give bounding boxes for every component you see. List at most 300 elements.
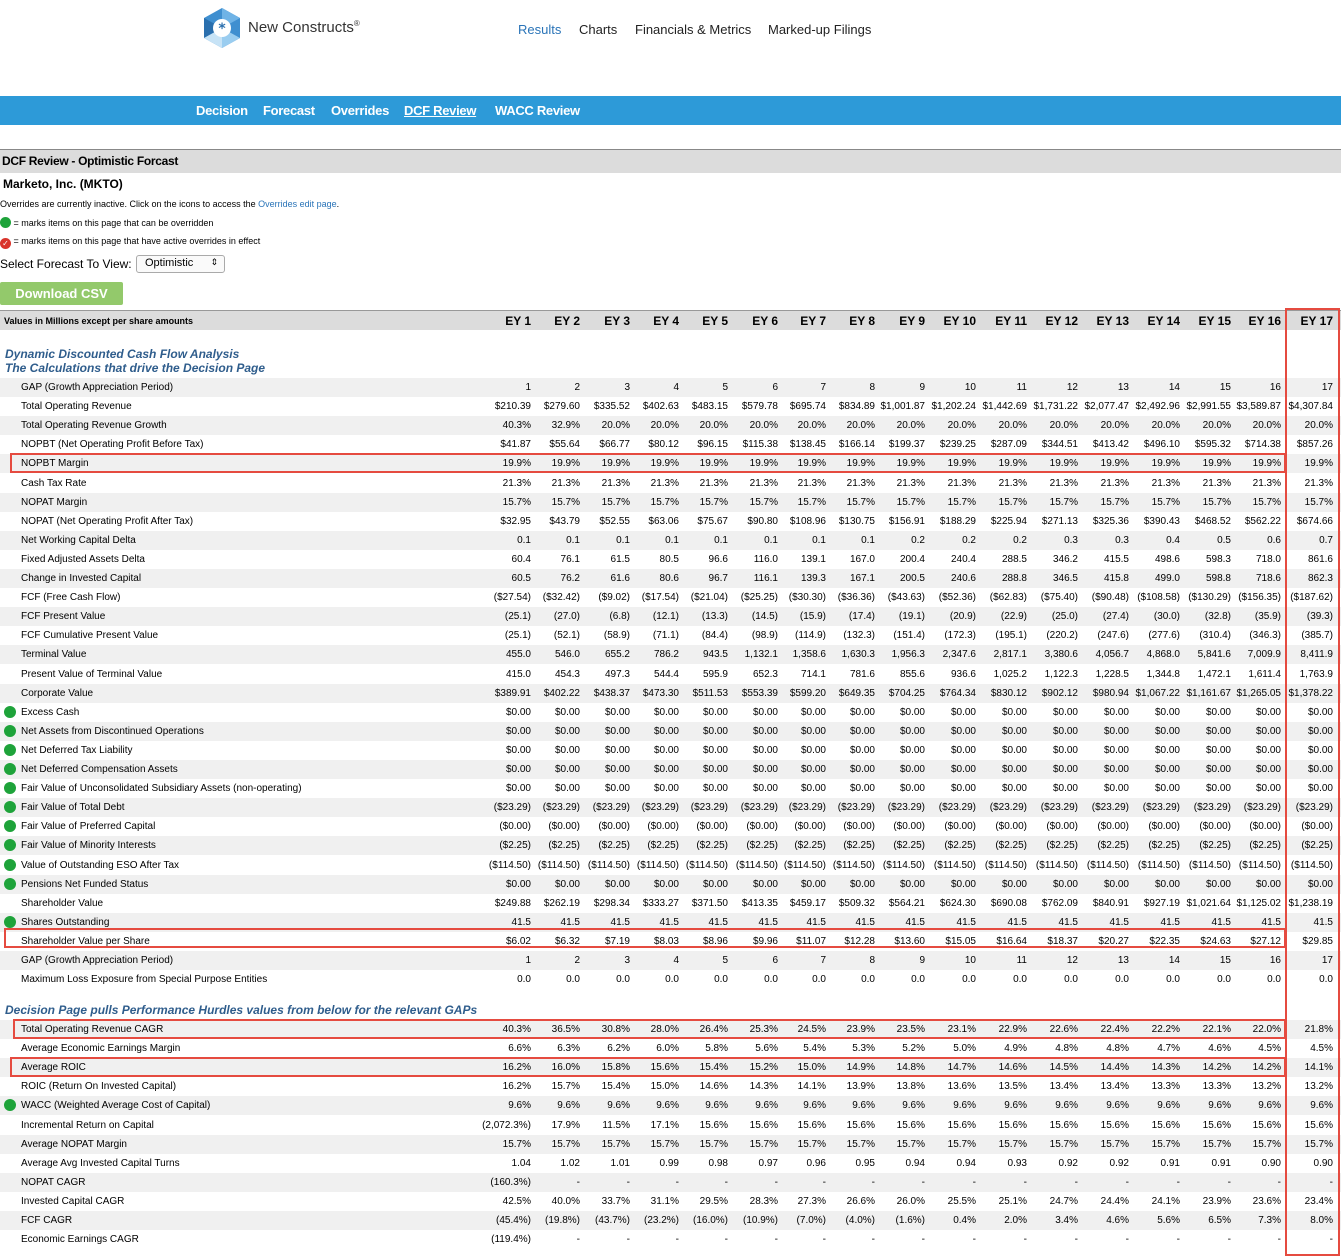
table-cell: 1,025.2 bbox=[993, 668, 1027, 680]
table-cell: $0.00 bbox=[1205, 725, 1231, 737]
table-cell: 26.0% bbox=[896, 1195, 925, 1207]
table-cell: 28.3% bbox=[749, 1195, 778, 1207]
row-label: Shareholder Value bbox=[21, 897, 104, 909]
table-cell: $20.27 bbox=[1098, 935, 1129, 947]
table-cell: $0.00 bbox=[1255, 744, 1281, 756]
nav-results[interactable]: Results bbox=[518, 22, 562, 37]
table-cell: $902.12 bbox=[1041, 687, 1078, 699]
subnav-wacc-review[interactable]: WACC Review bbox=[495, 103, 580, 118]
table-cell: $0.00 bbox=[505, 764, 531, 775]
table-cell: $279.60 bbox=[543, 401, 580, 413]
table-cell: $599.20 bbox=[789, 687, 826, 699]
table-cell: - bbox=[972, 1234, 976, 1246]
column-header-1: EY 1 bbox=[505, 314, 531, 328]
table-cell: $0.00 bbox=[849, 706, 875, 718]
table-cell: $52.55 bbox=[599, 515, 630, 527]
table-cell: $834.89 bbox=[838, 401, 875, 413]
table-cell: $695.74 bbox=[789, 401, 826, 413]
table-row bbox=[0, 397, 1341, 416]
table-cell: ($156.35) bbox=[1238, 592, 1281, 604]
table-cell: 21.3% bbox=[947, 477, 976, 489]
table-cell: 20.0% bbox=[797, 420, 826, 432]
table-cell: 19.9% bbox=[947, 458, 976, 470]
table-cell: $156.91 bbox=[888, 515, 925, 527]
table-cell: $24.63 bbox=[1200, 935, 1231, 947]
table-cell: ($17.54) bbox=[641, 592, 679, 604]
override-green-icon[interactable] bbox=[4, 725, 16, 737]
table-cell: 41.5 bbox=[905, 916, 925, 928]
table-cell: 1,763.9 bbox=[1299, 668, 1333, 680]
table-cell: (310.4) bbox=[1199, 630, 1231, 642]
table-cell: 9.6% bbox=[1157, 1100, 1180, 1112]
table-cell: - bbox=[1176, 1176, 1180, 1188]
table-cell: ($23.29) bbox=[542, 802, 580, 814]
table-cell: 19.9% bbox=[797, 458, 826, 470]
table-cell: $0.00 bbox=[800, 706, 826, 718]
table-cell: 19.9% bbox=[1049, 458, 1078, 470]
table-cell: 0.0 bbox=[1115, 974, 1129, 986]
table-cell: $690.08 bbox=[990, 897, 1027, 909]
table-cell: ($21.04) bbox=[690, 592, 728, 604]
table-cell: 14.3% bbox=[749, 1081, 778, 1093]
column-header-6: EY 6 bbox=[752, 314, 778, 328]
table-cell: ($25.25) bbox=[740, 592, 778, 604]
table-cell: - bbox=[1329, 1234, 1333, 1246]
table-cell: $0.00 bbox=[702, 764, 728, 775]
table-cell: $0.00 bbox=[950, 783, 976, 795]
table-cell: 0.91 bbox=[1211, 1157, 1231, 1169]
table-cell: $0.00 bbox=[1307, 764, 1333, 775]
table-row bbox=[0, 722, 1341, 741]
table-cell: $0.00 bbox=[752, 744, 778, 756]
table-cell: - bbox=[1277, 1234, 1281, 1246]
table-cell: ($0.00) bbox=[1148, 821, 1180, 833]
table-cell: 2 bbox=[574, 955, 580, 966]
table-cell: $0.00 bbox=[800, 783, 826, 795]
table-cell: 21.3% bbox=[1304, 477, 1333, 489]
table-cell: $66.77 bbox=[599, 439, 630, 451]
table-cell: 415.5 bbox=[1103, 553, 1129, 565]
table-cell: $0.00 bbox=[653, 744, 679, 756]
table-cell: - bbox=[675, 1176, 679, 1188]
table-cell: $0.00 bbox=[1052, 878, 1078, 890]
table-cell: $371.50 bbox=[691, 897, 728, 909]
table-cell: 2,347.6 bbox=[942, 649, 976, 661]
table-row bbox=[0, 951, 1341, 970]
table-cell: $15.05 bbox=[945, 935, 976, 947]
table-cell: 0.4 bbox=[1166, 534, 1180, 546]
table-cell: 19.9% bbox=[601, 458, 630, 470]
table-cell: 15.6% bbox=[749, 1119, 778, 1131]
subnav-overrides[interactable]: Overrides bbox=[331, 103, 390, 118]
table-cell: $0.00 bbox=[604, 744, 630, 756]
table-row bbox=[0, 435, 1341, 454]
row-label: Net Deferred Compensation Assets bbox=[21, 764, 178, 775]
override-green-icon[interactable] bbox=[4, 744, 16, 756]
table-row bbox=[0, 1192, 1341, 1211]
table-cell: $0.00 bbox=[849, 878, 875, 890]
table-row bbox=[0, 569, 1341, 588]
table-cell: 19.9% bbox=[1100, 458, 1129, 470]
table-cell: 41.5 bbox=[1007, 916, 1027, 928]
override-green-icon[interactable] bbox=[4, 1099, 16, 1111]
override-green-icon[interactable] bbox=[4, 820, 16, 832]
table-cell: (27.4) bbox=[1102, 611, 1129, 623]
table-cell: - bbox=[1023, 1234, 1027, 1246]
row-label: Cash Tax Rate bbox=[21, 477, 87, 489]
table-cell: 15.7% bbox=[1202, 1138, 1231, 1150]
table-cell: $96.15 bbox=[697, 439, 728, 451]
table-cell: $6.32 bbox=[554, 935, 580, 947]
table-row bbox=[0, 607, 1341, 626]
table-cell: 0.0 bbox=[861, 974, 875, 986]
table-cell: 15.7% bbox=[1100, 496, 1129, 508]
table-cell: 41.5 bbox=[659, 916, 679, 928]
overrides-inactive-note: Overrides are currently inactive. Click on the icons to access the Overrides edit page. bbox=[0, 199, 340, 209]
new-constructs-logo-icon[interactable] bbox=[200, 6, 244, 50]
table-cell: 9.6% bbox=[1004, 1100, 1027, 1112]
table-cell: 786.2 bbox=[653, 649, 679, 661]
override-available-icon bbox=[0, 217, 11, 228]
table-header bbox=[0, 310, 1341, 330]
table-cell: ($2.25) bbox=[1301, 840, 1333, 852]
table-cell: 20.0% bbox=[896, 420, 925, 432]
table-cell: 32.9% bbox=[551, 420, 580, 432]
table-cell: 139.1 bbox=[800, 553, 826, 565]
table-cell: 15.6% bbox=[650, 1062, 679, 1074]
nav-charts[interactable]: Charts bbox=[579, 22, 618, 37]
table-cell: $980.94 bbox=[1092, 687, 1129, 699]
table-cell: $830.12 bbox=[990, 687, 1027, 699]
table-cell: $0.00 bbox=[1052, 706, 1078, 718]
table-cell: 9 bbox=[919, 955, 925, 966]
table-cell: $2,492.96 bbox=[1135, 401, 1180, 413]
table-cell: 15.7% bbox=[846, 1138, 875, 1150]
table-cell: 20.0% bbox=[1202, 420, 1231, 432]
table-cell: ($0.00) bbox=[1301, 821, 1333, 833]
column-header-10: EY 10 bbox=[943, 314, 976, 328]
table-cell: (385.7) bbox=[1301, 630, 1333, 642]
updown-arrows-icon: ⇕ bbox=[210, 257, 218, 267]
override-green-icon[interactable] bbox=[4, 801, 16, 813]
table-cell: 41.5 bbox=[511, 916, 531, 928]
table-cell: 15.7% bbox=[650, 1138, 679, 1150]
table-cell: 15 bbox=[1219, 955, 1231, 966]
table-cell: $0.00 bbox=[1103, 725, 1129, 737]
table-cell: $0.00 bbox=[1052, 783, 1078, 795]
table-cell: 1,132.1 bbox=[744, 649, 778, 661]
table-cell: $438.37 bbox=[593, 687, 630, 699]
table-cell: ($23.29) bbox=[592, 802, 630, 814]
table-cell: 0.0 bbox=[1166, 974, 1180, 986]
table-cell: (172.3) bbox=[944, 630, 976, 642]
green-legend: = marks items on this page that can be overridden bbox=[0, 217, 213, 228]
table-cell: - bbox=[724, 1176, 728, 1188]
table-cell: $0.00 bbox=[752, 725, 778, 737]
table-cell: $6.02 bbox=[505, 935, 531, 947]
table-cell: 6.0% bbox=[656, 1043, 679, 1055]
table-cell: 1,122.3 bbox=[1044, 668, 1078, 680]
table-cell: - bbox=[774, 1176, 778, 1188]
subnav-decision[interactable]: Decision bbox=[196, 103, 248, 118]
table-cell: 22.0% bbox=[1252, 1024, 1281, 1035]
table-cell: 41.5 bbox=[1160, 916, 1180, 928]
table-cell: 15.7% bbox=[551, 1138, 580, 1150]
table-cell: ($130.29) bbox=[1188, 592, 1231, 604]
table-cell: 652.3 bbox=[752, 668, 778, 680]
table-cell: 8.0% bbox=[1310, 1215, 1333, 1226]
table-cell: 16.2% bbox=[502, 1062, 531, 1074]
table-cell: 19.9% bbox=[749, 458, 778, 470]
table-cell: $1,378.22 bbox=[1288, 687, 1333, 699]
table-cell: 0.90 bbox=[1313, 1157, 1333, 1169]
table-cell: 13.3% bbox=[1151, 1081, 1180, 1093]
table-cell: 0.3 bbox=[1064, 534, 1078, 546]
override-green-icon[interactable] bbox=[4, 916, 16, 928]
table-cell: (114.9) bbox=[795, 630, 826, 642]
table-cell: 41.5 bbox=[855, 916, 875, 928]
table-row bbox=[0, 665, 1341, 684]
table-cell: ($187.62) bbox=[1290, 592, 1333, 604]
row-label: Value of Outstanding ESO After Tax bbox=[21, 859, 180, 871]
forecast-select[interactable]: Optimistic ⇕ bbox=[136, 255, 225, 273]
table-cell: $764.34 bbox=[939, 687, 976, 699]
table-cell: - bbox=[1176, 1234, 1180, 1246]
nav-marked-up-filings[interactable]: Marked-up Filings bbox=[768, 22, 872, 37]
svg-text:*: * bbox=[218, 21, 226, 37]
table-cell: $0.00 bbox=[752, 783, 778, 795]
table-cell: $0.00 bbox=[849, 783, 875, 795]
table-cell: $130.75 bbox=[838, 515, 875, 527]
table-cell: 28.0% bbox=[650, 1024, 679, 1035]
brand-name: New Constructs® bbox=[248, 19, 360, 36]
table-cell: 0.2 bbox=[1013, 534, 1027, 546]
table-cell: 15.7% bbox=[551, 496, 580, 508]
table-cell: 5 bbox=[722, 955, 728, 966]
table-cell: $1,021.64 bbox=[1186, 897, 1231, 909]
table-cell: 0.94 bbox=[956, 1157, 976, 1169]
overrides-edit-link[interactable]: Overrides edit page bbox=[258, 199, 337, 209]
table-cell: 61.6 bbox=[610, 573, 630, 584]
row-label: Total Operating Revenue CAGR bbox=[21, 1024, 164, 1035]
table-cell: - bbox=[822, 1176, 826, 1188]
table-cell: ($0.00) bbox=[893, 821, 925, 833]
table-cell: 36.5% bbox=[551, 1024, 580, 1035]
table-cell: $199.37 bbox=[888, 439, 925, 451]
table-row bbox=[0, 474, 1341, 493]
table-cell: 0.0 bbox=[962, 974, 976, 986]
table-cell: 0.0 bbox=[1217, 974, 1231, 986]
row-label: Average NOPAT Margin bbox=[21, 1138, 127, 1150]
table-cell: $22.35 bbox=[1149, 935, 1180, 947]
table-cell: 22.2% bbox=[1151, 1024, 1180, 1035]
table-cell: 9.6% bbox=[656, 1100, 679, 1112]
table-cell: 4.8% bbox=[1106, 1043, 1129, 1055]
table-cell: $511.53 bbox=[692, 687, 728, 699]
table-cell: 5.0% bbox=[953, 1043, 976, 1055]
table-cell: ($2.25) bbox=[647, 840, 679, 852]
table-cell: (277.6) bbox=[1148, 630, 1180, 642]
table-cell: $0.00 bbox=[800, 878, 826, 890]
table-cell: 0.0 bbox=[616, 974, 630, 986]
table-cell: $468.52 bbox=[1194, 515, 1231, 527]
table-cell: $1,265.05 bbox=[1236, 687, 1281, 699]
table-cell: $0.00 bbox=[653, 706, 679, 718]
table-cell: 14 bbox=[1168, 382, 1180, 393]
override-green-icon[interactable] bbox=[4, 839, 16, 851]
table-cell: 288.8 bbox=[1001, 573, 1027, 584]
table-cell: $0.00 bbox=[554, 783, 580, 795]
override-green-icon[interactable] bbox=[4, 859, 16, 871]
table-cell: 15.6% bbox=[896, 1119, 925, 1131]
table-cell: 13 bbox=[1117, 382, 1129, 393]
table-cell: 240.6 bbox=[950, 573, 976, 584]
table-cell: 41.5 bbox=[1261, 916, 1281, 928]
table-cell: $1,001.87 bbox=[880, 401, 925, 413]
table-cell: 4.8% bbox=[1055, 1043, 1078, 1055]
table-cell: 1,358.6 bbox=[792, 649, 826, 661]
table-cell: $649.35 bbox=[838, 687, 875, 699]
table-cell: (346.3) bbox=[1249, 630, 1281, 642]
table-cell: (23.2%) bbox=[643, 1215, 679, 1226]
table-cell: $857.26 bbox=[1296, 439, 1333, 451]
table-cell: 943.5 bbox=[702, 649, 728, 661]
table-cell: $0.00 bbox=[1001, 764, 1027, 775]
table-cell: $0.00 bbox=[1052, 725, 1078, 737]
table-cell: 6.6% bbox=[508, 1043, 531, 1055]
table-cell: $0.00 bbox=[1001, 878, 1027, 890]
table-cell: (14.5) bbox=[751, 611, 778, 623]
table-cell: ($2.25) bbox=[1249, 840, 1281, 852]
table-cell: 21.3% bbox=[1100, 477, 1129, 489]
table-cell: $0.00 bbox=[653, 783, 679, 795]
table-cell: ($2.25) bbox=[893, 840, 925, 852]
table-cell: 15.0% bbox=[650, 1081, 679, 1093]
table-cell: 15.7% bbox=[1151, 496, 1180, 508]
table-cell: 9.6% bbox=[1208, 1100, 1231, 1112]
table-cell: 21.3% bbox=[749, 477, 778, 489]
override-green-icon[interactable] bbox=[4, 878, 16, 890]
table-cell: $0.00 bbox=[702, 706, 728, 718]
table-cell: ($114.50) bbox=[636, 859, 679, 871]
table-cell: 0.0 bbox=[1064, 974, 1078, 986]
nav-financials-metrics[interactable]: Financials & Metrics bbox=[635, 22, 752, 37]
table-cell: $225.94 bbox=[990, 515, 1027, 527]
override-green-icon[interactable] bbox=[4, 782, 16, 794]
table-cell: ($2.25) bbox=[499, 840, 531, 852]
table-cell: ($23.29) bbox=[493, 802, 531, 814]
table-cell: $0.00 bbox=[1255, 783, 1281, 795]
table-cell: 0.1 bbox=[665, 534, 679, 546]
table-cell: 15.4% bbox=[601, 1081, 630, 1093]
table-cell: 0.1 bbox=[861, 534, 875, 546]
table-cell: 718.6 bbox=[1255, 573, 1281, 584]
table-cell: $335.52 bbox=[593, 401, 630, 413]
table-cell: 0.0 bbox=[1319, 974, 1333, 986]
table-cell: ($90.48) bbox=[1091, 592, 1129, 604]
override-green-icon[interactable] bbox=[4, 706, 16, 718]
row-label: Excess Cash bbox=[21, 706, 80, 718]
table-cell: 21.3% bbox=[551, 477, 580, 489]
table-cell: $0.00 bbox=[702, 878, 728, 890]
table-cell: 0.0 bbox=[812, 974, 826, 986]
table-row bbox=[0, 741, 1341, 760]
table-cell: 21.3% bbox=[1049, 477, 1078, 489]
table-cell: $0.00 bbox=[849, 744, 875, 756]
table-cell: $2,991.55 bbox=[1186, 401, 1231, 413]
row-label: Fixed Adjusted Assets Delta bbox=[21, 553, 145, 565]
table-cell: $0.00 bbox=[1103, 878, 1129, 890]
table-cell: 20.0% bbox=[749, 420, 778, 432]
table-cell: 21.3% bbox=[1151, 477, 1180, 489]
table-cell: ($0.00) bbox=[1097, 821, 1129, 833]
download-csv-button[interactable]: Download CSV bbox=[0, 282, 123, 305]
table-cell: 0.0 bbox=[517, 974, 531, 986]
table-cell: 21.3% bbox=[699, 477, 728, 489]
table-cell: (58.9) bbox=[603, 630, 630, 642]
table-cell: $210.39 bbox=[494, 401, 531, 413]
table-cell: 9.6% bbox=[1258, 1100, 1281, 1112]
override-green-icon[interactable] bbox=[4, 763, 16, 775]
table-cell: 23.6% bbox=[1252, 1195, 1281, 1207]
table-cell: ($0.00) bbox=[944, 821, 976, 833]
table-cell: $18.37 bbox=[1047, 935, 1078, 947]
table-cell: 25.1% bbox=[998, 1195, 1027, 1207]
subnav-forecast[interactable]: Forecast bbox=[263, 103, 315, 118]
table-cell: ($62.83) bbox=[989, 592, 1027, 604]
table-cell: $0.00 bbox=[1307, 706, 1333, 718]
table-cell: 15.7% bbox=[749, 1138, 778, 1150]
table-cell: 9.6% bbox=[508, 1100, 531, 1112]
table-cell: ($23.29) bbox=[641, 802, 679, 814]
table-cell: 19.9% bbox=[1151, 458, 1180, 470]
override-active-icon: ✓ bbox=[0, 238, 11, 249]
table-cell: 1,472.1 bbox=[1197, 668, 1231, 680]
table-cell: 23.9% bbox=[1202, 1195, 1231, 1207]
table-cell: ($114.50) bbox=[537, 859, 580, 871]
table-cell: 20.0% bbox=[1151, 420, 1180, 432]
table-cell: (6.8) bbox=[609, 611, 630, 623]
table-cell: 41.5 bbox=[1211, 916, 1231, 928]
table-cell: ($30.30) bbox=[788, 592, 826, 604]
table-cell: 40.0% bbox=[551, 1195, 580, 1207]
table-cell: 0.91 bbox=[1160, 1157, 1180, 1169]
table-row bbox=[0, 1230, 1341, 1249]
table-cell: 6.2% bbox=[607, 1043, 630, 1055]
table-cell: $0.00 bbox=[950, 764, 976, 775]
subnav-dcf-review[interactable]: DCF Review bbox=[404, 103, 477, 118]
table-cell: $0.00 bbox=[505, 744, 531, 756]
table-cell: $27.12 bbox=[1250, 935, 1281, 947]
table-cell: - bbox=[921, 1234, 925, 1246]
table-cell: $1,161.67 bbox=[1186, 687, 1231, 699]
table-cell: 96.6 bbox=[708, 553, 728, 565]
table-cell: 14.6% bbox=[998, 1062, 1027, 1074]
table-cell: 23.9% bbox=[846, 1024, 875, 1035]
table-cell: $0.00 bbox=[1001, 725, 1027, 737]
table-cell: 15.7% bbox=[601, 496, 630, 508]
table-cell: $0.00 bbox=[800, 744, 826, 756]
table-cell: (16.0%) bbox=[692, 1215, 728, 1226]
table-cell: 4.5% bbox=[1258, 1043, 1281, 1055]
table-row bbox=[0, 913, 1341, 932]
table-cell: 4.5% bbox=[1310, 1043, 1333, 1055]
table-cell: 240.4 bbox=[950, 553, 976, 565]
table-cell: 13.9% bbox=[846, 1081, 875, 1093]
table-cell: 31.1% bbox=[650, 1195, 679, 1207]
table-cell: 19.9% bbox=[1202, 458, 1231, 470]
table-cell: $9.96 bbox=[752, 935, 778, 947]
